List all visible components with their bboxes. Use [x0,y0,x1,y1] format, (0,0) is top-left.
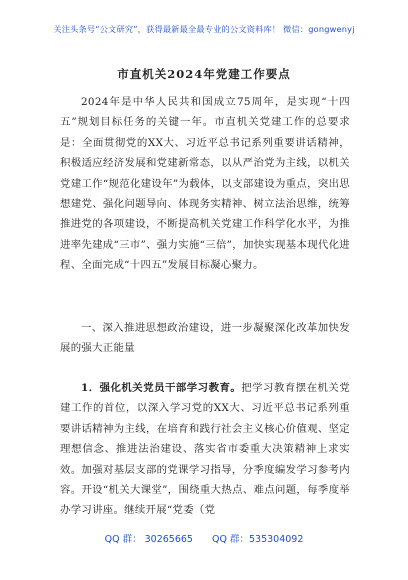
qq-group-2: QQ 群：535304092 [212,534,304,545]
intro-paragraph: 2024年是中华人民共和国成立75周年，是实现“十四五”规划目标任务的关键一年。市直机关党建工作的总要求是：全面贯彻党的XX大、习近平总书记系列重要讲话精神，积极适应经济发展和党建新常态，以从严治党为主线，以机关党建工作“规范化建设年”为载体，以支部建设为重点，突出思想建党、强化问题导向、体现务实精神、树立法治思维，统筹推进党的各项建设，不断提高机关党建工作科学化水平，为推进率先建成“三市”、强力实施“三倍”，加快实现基本现代化进程、全面完成“十四五”发展目标凝心聚力。 [60,96,350,272]
footer-contacts [0,531,408,545]
section-heading: 一、深入推进思想政治建设，进一步凝聚深化改革加快发展的强大正能量 [60,322,350,355]
document-title: 市直机关2024年党建工作要点 [117,67,291,81]
item-heading: 1．强化机关党员干部学习教育。 [81,382,242,394]
item-body: 把学习教育摆在机关党建工作的首位，以深入学习党的XX大、习近平总书记系列重要讲话精神为主线，在培育和践行社会主义核心价值观、坚定理想信念、推进法治建设、落实省市委重大决策精神上求实效。加强对基层支部的党课学习指导，分季度编发学习参考内容。开设“机关大课堂”，围绕重大热点、难点问题，每季度举办学习讲座。继续开展“党委（党 [60,382,351,517]
promo-banner: 关注头条号“公文研究”，获得最新最全最专业的公文资料库！ 微信：gongwenyj [53,24,355,34]
item-paragraph [60,378,350,521]
qq-group-1: QQ 群： 30265665 [104,534,193,545]
